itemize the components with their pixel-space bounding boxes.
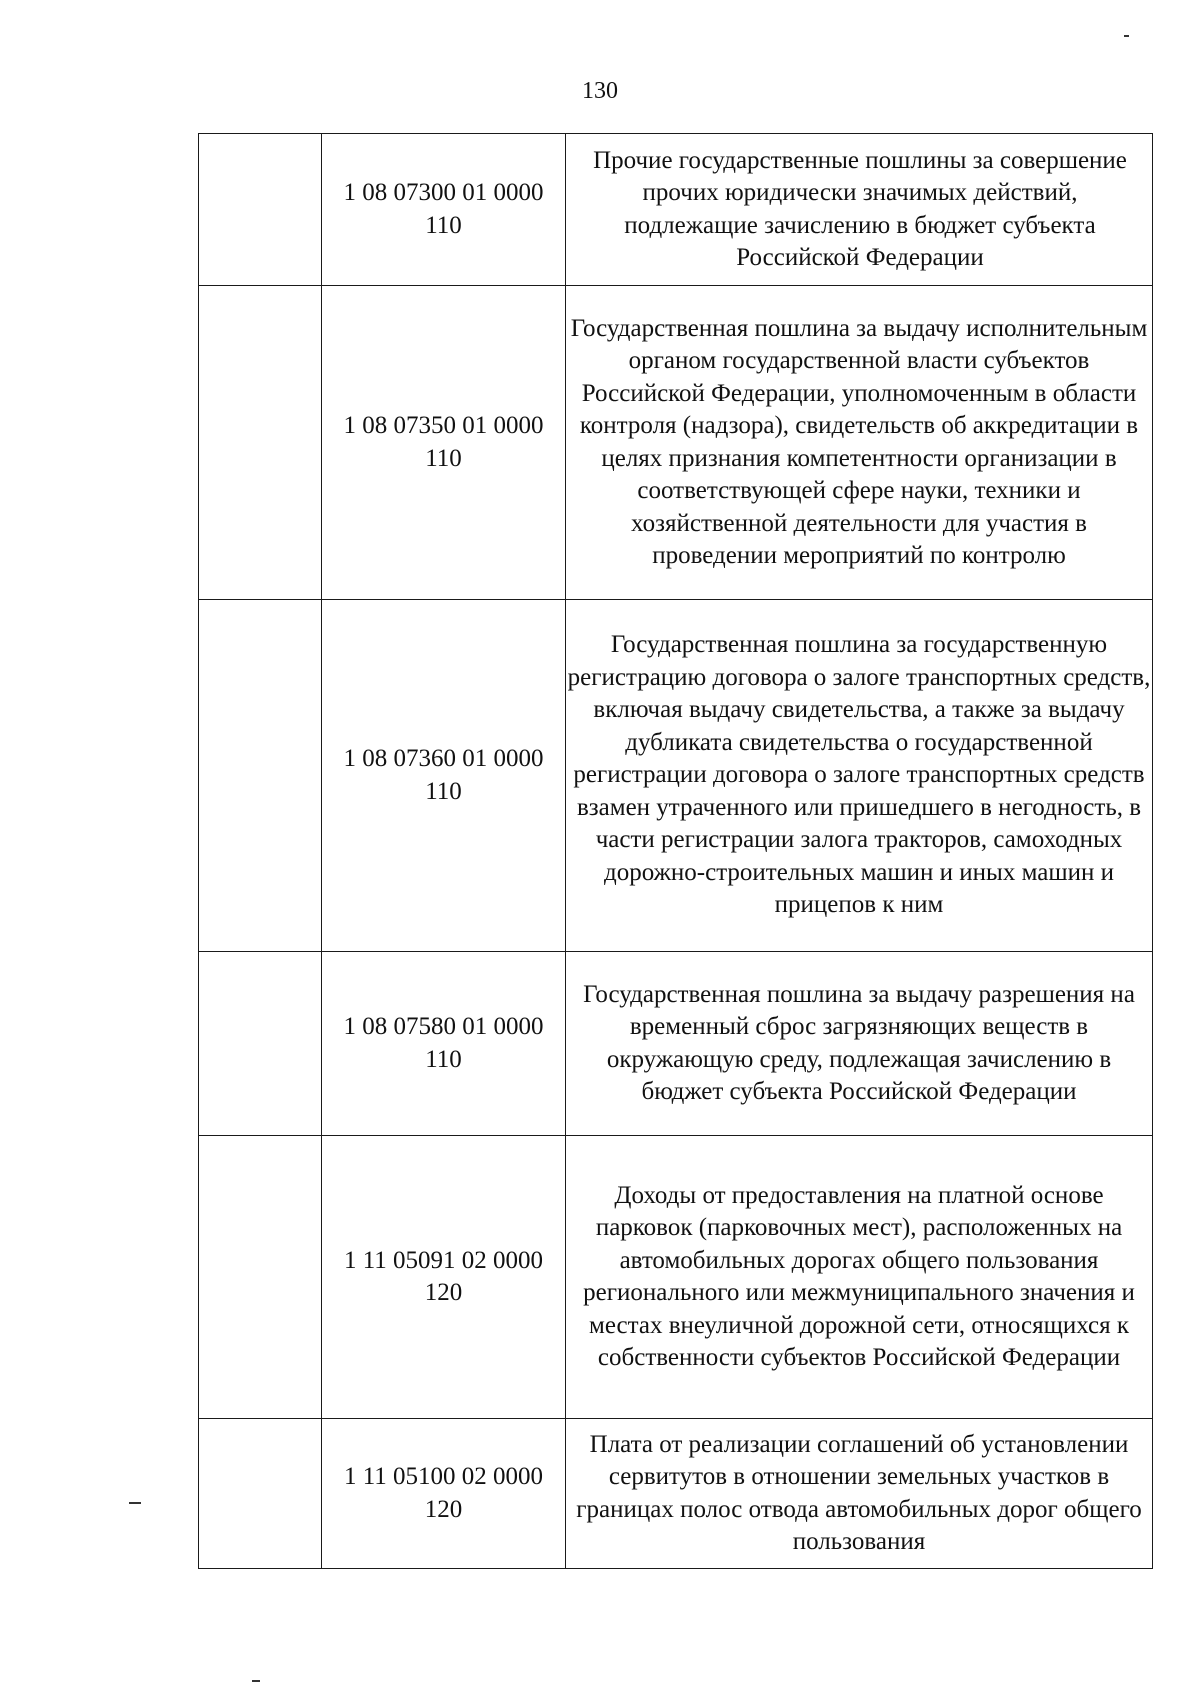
revenue-description-cell: Государственная пошлина за выдачу разрешения на временный сброс загрязняющих веществ в окружающую среду, подлежащая зачислению в бюджет субъекта Российской Федерации bbox=[566, 952, 1153, 1136]
admin-code-cell bbox=[199, 286, 322, 600]
table-row bbox=[199, 1419, 1153, 1569]
revenue-code-cell bbox=[322, 1419, 566, 1569]
revenue-description-cell: Плата от реализации соглашений об установлении сервитутов в отношении земельных участков в границах полос отвода автомобильных дорог общего пользования bbox=[566, 1419, 1153, 1569]
revenue-description-cell: Прочие государственные пошлины за совершение прочих юридически значимых действий, подлежащие зачислению в бюджет субъекта Российской Федерации bbox=[566, 134, 1153, 286]
revenue-description-cell: Государственная пошлина за государственную регистрацию договора о залоге транспортных средств, включая выдачу свидетельства, а также за выдачу дубликата свидетельства о государственной регистрации договора о залоге транспортных средств взамен утраченного или пришедшего в негодность, в части регистрации залога тракторов, самоходных дорожно-строительных машин и иных машин и прицепов к ним bbox=[566, 600, 1153, 952]
revenue-code-suffix: 110 bbox=[425, 1045, 462, 1073]
revenue-codes-table bbox=[198, 133, 1153, 1569]
revenue-code-suffix: 120 bbox=[424, 1279, 463, 1306]
revenue-code-main: 1 08 07360 01 0000 bbox=[343, 745, 544, 772]
revenue-code-main: 1 11 05100 02 0000 bbox=[343, 1463, 544, 1490]
revenue-code-cell bbox=[322, 134, 566, 286]
revenue-code-suffix: 110 bbox=[425, 444, 462, 472]
table-row bbox=[199, 600, 1153, 952]
revenue-code-suffix: 110 bbox=[425, 211, 462, 239]
revenue-description-cell: Государственная пошлина за выдачу исполнительным органом государственной власти субъектов Российской Федерации, уполномоченным в области контроля (надзора), свидетельств об аккредитации в целях признания компетентности организации в соответствующей сфере науки, техники и хозяйственной деятельности для участия в проведении мероприятий по контролю bbox=[566, 286, 1153, 600]
revenue-code-suffix: 120 bbox=[424, 1495, 463, 1523]
revenue-code-suffix: 110 bbox=[425, 777, 462, 805]
table-row bbox=[199, 1136, 1153, 1419]
table-row bbox=[199, 286, 1153, 600]
admin-code-cell bbox=[199, 134, 322, 286]
revenue-code-cell bbox=[322, 1136, 566, 1419]
admin-code-cell bbox=[199, 952, 322, 1136]
revenue-code-main: 1 08 07350 01 0000 bbox=[343, 412, 544, 439]
revenue-description-cell: Доходы от предоставления на платной основе парковок (парковочных мест), расположенных на автомобильных дорогах общего пользования регионального или межмуниципального значения и местах внеуличной дорожной сети, относящихся к собственности субъектов Российской Федерации bbox=[566, 1136, 1153, 1419]
table-row bbox=[199, 952, 1153, 1136]
revenue-code-main: 1 11 05091 02 0000 bbox=[343, 1246, 544, 1274]
scan-mark-top bbox=[1124, 35, 1129, 37]
admin-code-cell bbox=[199, 1136, 322, 1419]
revenue-code-cell bbox=[322, 952, 566, 1136]
table-row bbox=[199, 134, 1153, 286]
scan-mark-left bbox=[129, 1502, 141, 1504]
page-number: 130 bbox=[582, 78, 618, 104]
revenue-code-main: 1 08 07300 01 0000 bbox=[343, 179, 544, 206]
admin-code-cell bbox=[199, 600, 322, 952]
admin-code-cell bbox=[199, 1419, 322, 1569]
scan-mark-bottom bbox=[252, 1680, 260, 1682]
revenue-code-cell bbox=[322, 286, 566, 600]
revenue-code-main: 1 08 07580 01 0000 bbox=[343, 1013, 544, 1040]
revenue-code-cell bbox=[322, 600, 566, 952]
